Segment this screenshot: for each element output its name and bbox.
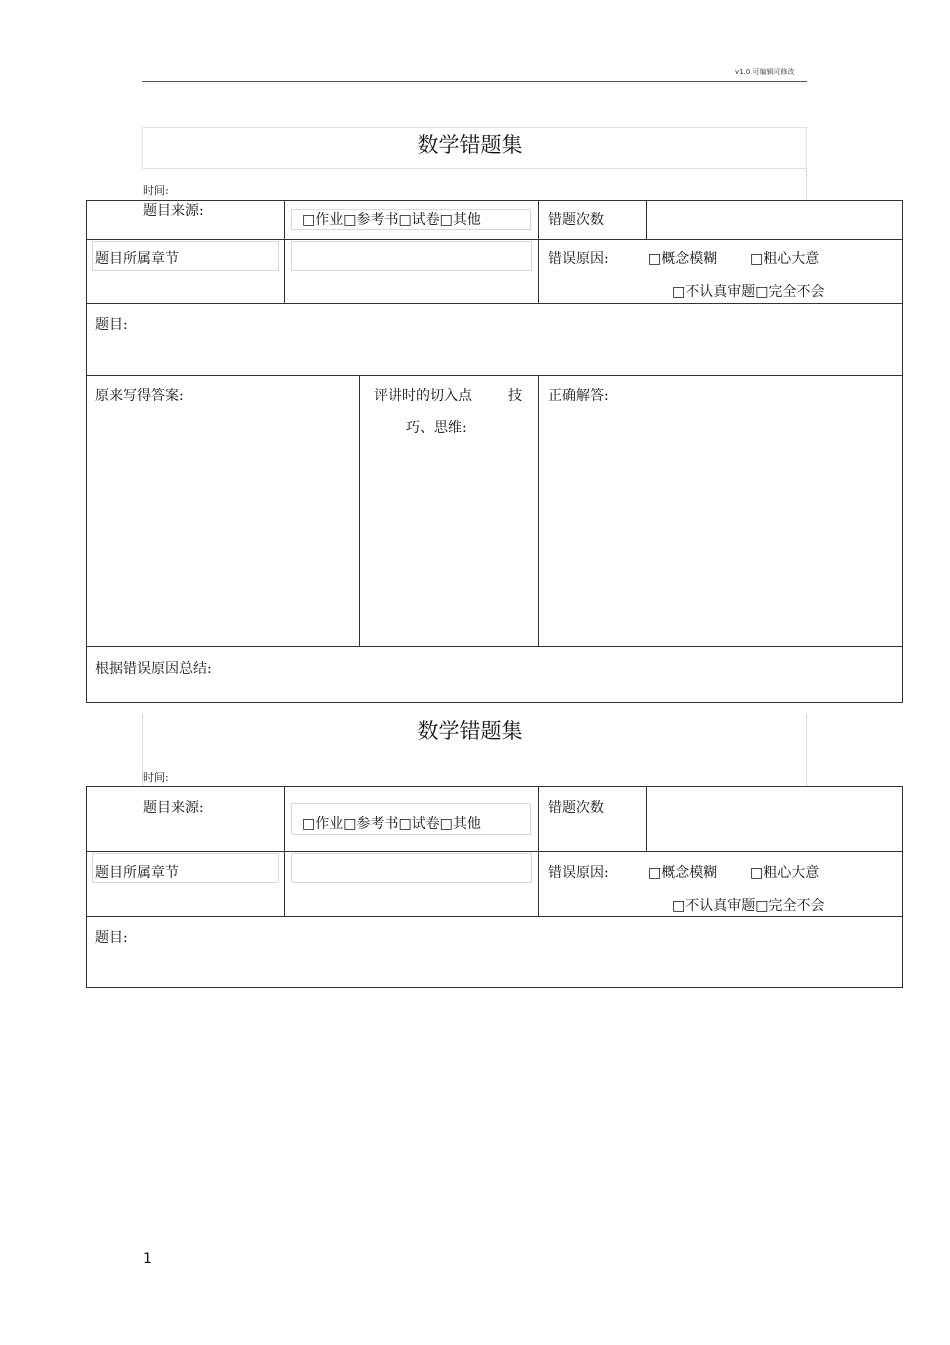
- table-col-divider: [646, 786, 647, 852]
- question-label: 题目:: [95, 317, 128, 333]
- header-rule: [142, 81, 807, 82]
- reason-options-line2[interactable]: □不认真审题□完全不会: [672, 898, 825, 914]
- table-row-divider: [86, 239, 903, 240]
- table-row-divider: [86, 646, 903, 647]
- table-col-divider: [538, 786, 539, 917]
- table-col-divider: [359, 375, 360, 647]
- header-version-note: v1.0 可编辑可修改: [735, 68, 795, 76]
- table-border-top: [86, 200, 903, 201]
- time-label: 时间:: [143, 184, 169, 197]
- reason-label: 错误原因:: [548, 865, 609, 881]
- question-label: 题目:: [95, 930, 128, 946]
- table-border-left: [86, 786, 87, 988]
- review-label-line1-end: 技: [508, 388, 522, 404]
- table-row-divider: [86, 375, 903, 376]
- table-row-divider: [86, 303, 903, 304]
- reason-option-careless[interactable]: □粗心大意: [750, 865, 820, 881]
- summary-label: 根据错误原因总结:: [95, 661, 212, 677]
- chapter-label: 题目所属章节: [95, 865, 179, 881]
- reason-label: 错误原因:: [548, 251, 609, 267]
- table-border-right: [902, 200, 903, 703]
- review-label-line2: 巧、思维:: [406, 420, 467, 436]
- table-border-right: [902, 786, 903, 988]
- source-options[interactable]: □作业□参考书□试卷□其他: [302, 212, 481, 228]
- correct-answer-label: 正确解答:: [548, 388, 609, 404]
- table-border-top: [86, 786, 903, 787]
- title-frame-right-edge: [806, 714, 807, 786]
- table-row-divider: [86, 916, 903, 917]
- source-label: 题目来源:: [143, 203, 204, 219]
- table-col-divider: [646, 200, 647, 240]
- chapter-field[interactable]: [291, 853, 532, 883]
- table-col-divider: [284, 200, 285, 304]
- error-count-label: 错题次数: [548, 212, 604, 228]
- table-border-left: [86, 200, 87, 703]
- reason-option-concept[interactable]: □概念模糊: [648, 865, 718, 881]
- chapter-field[interactable]: [291, 241, 532, 271]
- page-title: 数学错题集: [417, 719, 523, 743]
- reason-options-line2[interactable]: □不认真审题□完全不会: [672, 284, 825, 300]
- table-border-bottom: [86, 702, 903, 703]
- review-label-line1: 评讲时的切入点: [374, 388, 472, 404]
- time-label: 时间:: [143, 771, 169, 784]
- page-title: 数学错题集: [417, 133, 523, 157]
- table-col-divider: [538, 375, 539, 647]
- table-row-divider: [86, 851, 903, 852]
- chapter-label: 题目所属章节: [95, 251, 179, 267]
- reason-option-concept[interactable]: □概念模糊: [648, 251, 718, 267]
- source-label: 题目来源:: [143, 800, 204, 816]
- table-col-divider: [284, 786, 285, 917]
- original-answer-label: 原来写得答案:: [95, 388, 184, 404]
- error-count-label: 错题次数: [548, 800, 604, 816]
- page-number: 1: [143, 1251, 152, 1267]
- table-border-bottom: [86, 987, 903, 988]
- table-col-divider: [538, 200, 539, 304]
- reason-option-careless[interactable]: □粗心大意: [750, 251, 820, 267]
- source-options[interactable]: □作业□参考书□试卷□其他: [302, 816, 481, 832]
- title-frame-right-edge: [806, 169, 807, 200]
